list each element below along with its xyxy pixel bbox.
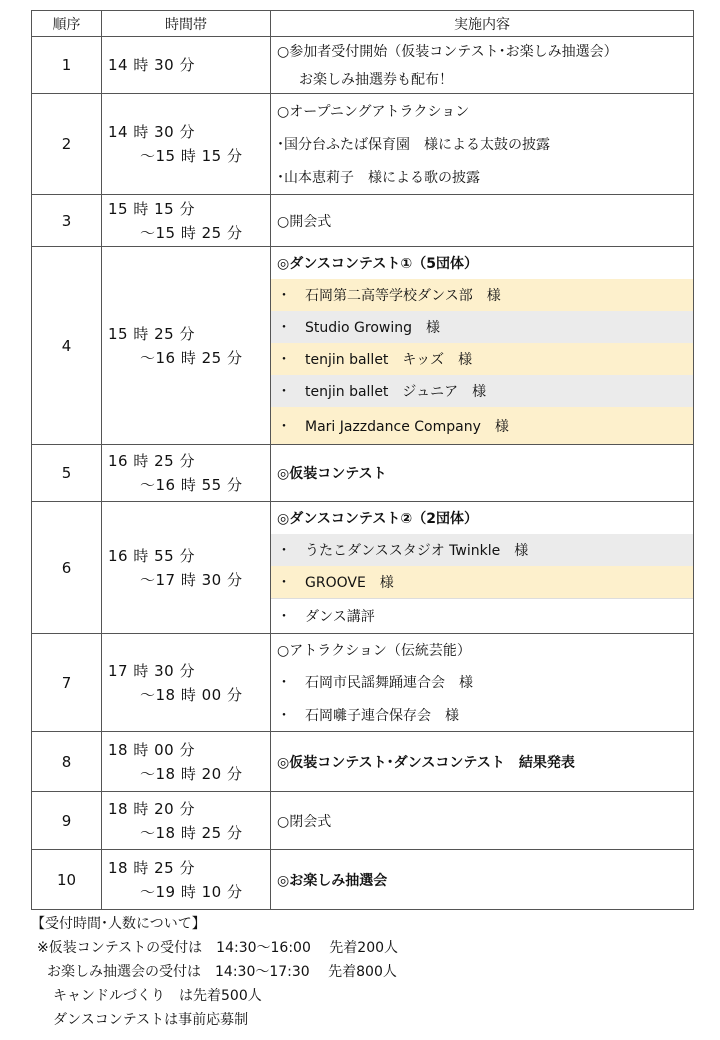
program-content <box>271 732 694 792</box>
time-slot <box>102 502 271 634</box>
time-start: 16 時 55 分 <box>108 546 195 565</box>
content-line: ○閉会式 <box>277 813 332 830</box>
row-number: 4 <box>32 247 102 445</box>
content-line: ◎ダンスコンテスト②（2団体） <box>277 511 478 527</box>
content-line: ○オープニングアトラクション <box>277 103 470 120</box>
time-slot <box>102 732 271 792</box>
content-line: ・ うたこダンススタジオ Twinkle 様 <box>271 534 693 566</box>
content-line: ・ Mari Jazzdance Company 様 <box>271 407 693 444</box>
content-line: お楽しみ抽選券も配布！ <box>299 72 453 88</box>
program-content <box>271 37 694 94</box>
time-end: ～19 時 10 分 <box>140 882 243 901</box>
row-number: 10 <box>32 850 102 910</box>
time-start: 18 時 25 分 <box>108 858 195 877</box>
time-start: 17 時 30 分 <box>108 661 195 680</box>
header-content: 実施内容 <box>271 11 694 37</box>
note-dance-application: ダンスコンテストは事前応募制 <box>53 1012 249 1028</box>
program-content <box>271 247 694 445</box>
content-line: ○参加者受付開始（仮装コンテスト･お楽しみ抽選会） <box>277 44 618 60</box>
row-number: 6 <box>32 502 102 634</box>
program-content <box>271 94 694 195</box>
content-line: ･国分台ふたば保育園 様による太鼓の披露 <box>277 136 550 153</box>
time-end: ～18 時 20 分 <box>140 764 243 783</box>
content-line: ◎お楽しみ抽選会 <box>277 872 388 889</box>
table-row <box>32 792 694 850</box>
time-end: ～18 時 25 分 <box>140 823 243 842</box>
table-row <box>32 502 694 634</box>
time-start: 15 時 25 分 <box>108 324 195 343</box>
content-line: ◎ダンスコンテスト①（5団体） <box>277 256 478 272</box>
table-row <box>32 850 694 910</box>
content-line: ・ 石岡市民謡舞踊連合会 様 <box>277 675 473 691</box>
row-number: 1 <box>32 37 102 94</box>
content-line: ・ 石岡第二高等学校ダンス部 様 <box>271 279 693 311</box>
time-start: 15 時 15 分 <box>108 199 195 218</box>
time-slot <box>102 195 271 247</box>
time-slot <box>102 792 271 850</box>
content-line: ・ Studio Growing 様 <box>271 311 693 343</box>
time-slot <box>102 850 271 910</box>
time-slot <box>102 37 271 94</box>
header-time: 時間帯 <box>102 11 271 37</box>
time-slot <box>102 634 271 732</box>
note-candle-making: キャンドルづくり は先着500人 <box>53 988 262 1004</box>
time-slot <box>102 445 271 502</box>
program-content <box>271 850 694 910</box>
time-end: ～16 時 25 分 <box>140 348 243 367</box>
time-slot <box>102 247 271 445</box>
time-start: 18 時 00 分 <box>108 740 195 759</box>
time-start: 14 時 30 分 <box>108 123 195 141</box>
time-end: ～18 時 00 分 <box>140 685 243 704</box>
content-line: ◎仮装コンテスト･ダンスコンテスト 結果発表 <box>277 754 575 771</box>
program-content <box>271 792 694 850</box>
time-start: 18 時 20 分 <box>108 799 195 818</box>
program-content <box>271 195 694 247</box>
content-line: ◎仮装コンテスト <box>277 466 387 482</box>
row-number: 3 <box>32 195 102 247</box>
content-line: ・ ダンス講評 <box>271 598 693 633</box>
program-content <box>271 445 694 502</box>
header-order: 順序 <box>32 11 102 37</box>
content-line: ・ tenjin ballet ジュニア 様 <box>271 375 693 407</box>
table-row <box>32 445 694 502</box>
table-row <box>32 634 694 732</box>
table-row <box>32 94 694 195</box>
row-number: 5 <box>32 445 102 502</box>
note-costume-reception: ※仮装コンテストの受付は 14:30～16:00 先着200人 <box>37 940 399 956</box>
table-header-row <box>32 11 694 37</box>
reception-notes <box>31 912 398 1032</box>
program-content <box>271 634 694 732</box>
time-end: ～15 時 25 分 <box>140 223 243 242</box>
time-end: ～16 時 55 分 <box>140 476 243 494</box>
row-number: 7 <box>32 634 102 732</box>
table-row <box>32 247 694 445</box>
row-number: 8 <box>32 732 102 792</box>
table-row <box>32 195 694 247</box>
note-lottery-reception: お楽しみ抽選会の受付は 14:30～17:30 先着800人 <box>47 964 397 980</box>
row-number: 2 <box>32 94 102 195</box>
time-start: 14 時 30 分 <box>108 56 195 74</box>
content-line: ・ tenjin ballet キッズ 様 <box>271 343 693 375</box>
content-line: ・ 石岡囃子連合保存会 様 <box>277 707 459 724</box>
content-line: ･山本恵莉子 様による歌の披露 <box>277 170 480 186</box>
table-row <box>32 37 694 94</box>
time-end: ～17 時 30 分 <box>140 570 243 589</box>
time-start: 16 時 25 分 <box>108 452 195 470</box>
schedule-table <box>31 10 694 910</box>
content-line: ・ GROOVE 様 <box>271 566 693 598</box>
table-row <box>32 732 694 792</box>
notes-heading: 【受付時間･人数について】 <box>31 916 206 932</box>
time-end: ～15 時 15 分 <box>140 147 243 165</box>
content-line: ○開会式 <box>277 213 332 230</box>
content-line: ○アトラクション（伝統芸能） <box>277 643 471 659</box>
time-slot <box>102 94 271 195</box>
program-content <box>271 502 694 634</box>
row-number: 9 <box>32 792 102 850</box>
